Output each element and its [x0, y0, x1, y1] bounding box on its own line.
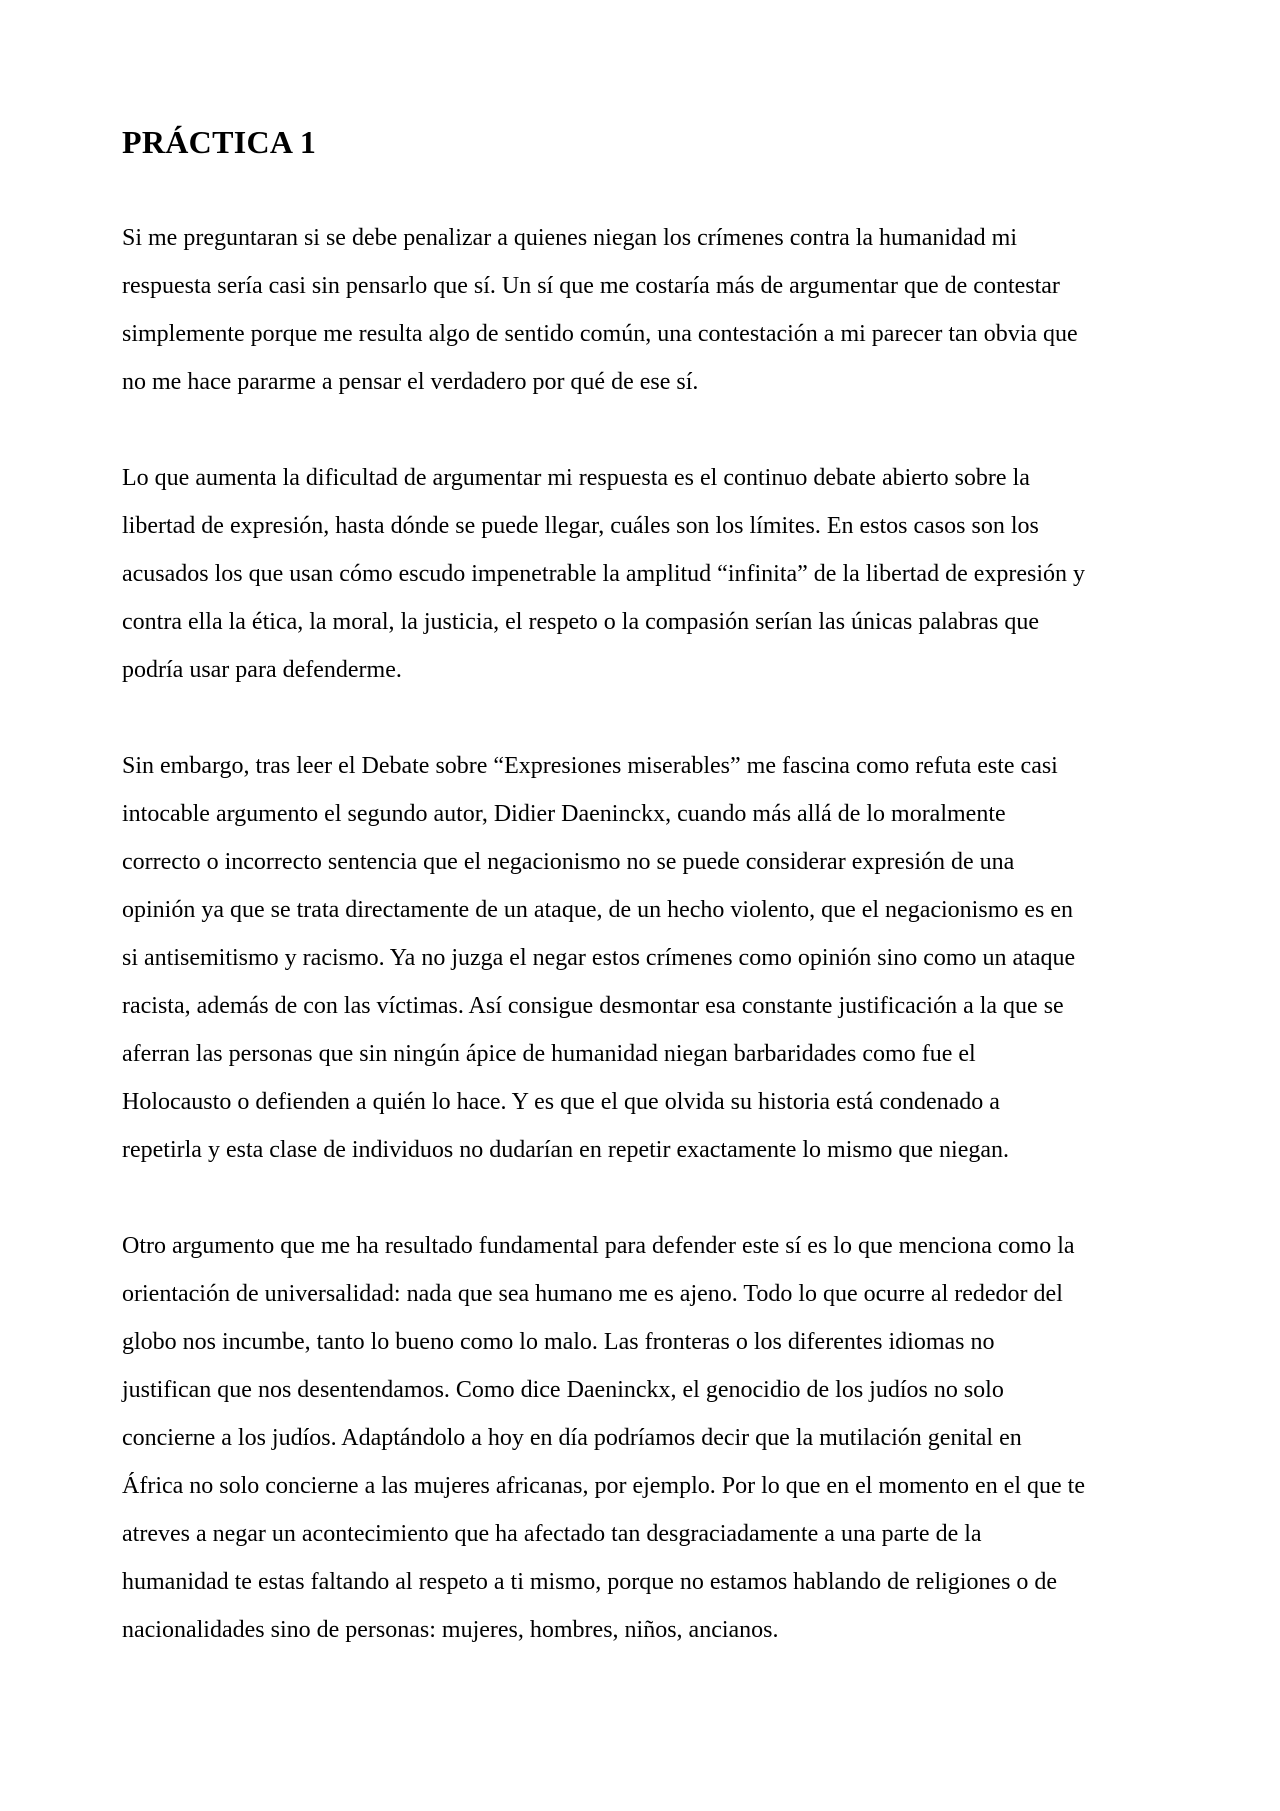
text-line: Si me preguntaran si se debe penalizar a quienes niegan los crímenes contra la humanidad mi — [122, 225, 1018, 251]
text-line: globo nos incumbe, tanto lo bueno como lo malo. Las fronteras o los diferentes idiomas no — [122, 1329, 995, 1355]
text-line: contra ella la ética, la moral, la justicia, el respeto o la compasión serían las únicas palabras que — [122, 609, 1039, 635]
text-line: intocable argumento el segundo autor, Didier Daeninckx, cuando más allá de lo moralmente — [122, 801, 1006, 827]
document-body — [122, 214, 1170, 1702]
paragraph — [122, 1222, 1170, 1654]
text-line: libertad de expresión, hasta dónde se puede llegar, cuáles son los límites. En estos casos son los — [122, 513, 1039, 539]
text-line: correcto o incorrecto sentencia que el negacionismo no se puede considerar expresión de una — [122, 849, 1015, 875]
text-line: Otro argumento que me ha resultado fundamental para defender este sí es lo que menciona como la — [122, 1233, 1075, 1259]
text-line: aferran las personas que sin ningún ápice de humanidad niegan barbaridades como fue el — [122, 1041, 976, 1067]
text-line: África no solo concierne a las mujeres africanas, por ejemplo. Por lo que en el momento en el que te — [122, 1473, 1085, 1499]
text-line: Lo que aumenta la dificultad de argumentar mi respuesta es el continuo debate abierto sobre la — [122, 465, 1030, 491]
text-line: acusados los que usan cómo escudo impenetrable la amplitud “infinita” de la libertad de expresión y — [122, 561, 1086, 587]
text-line: Holocausto o defienden a quién lo hace. Y es que el que olvida su historia está condenado a — [122, 1089, 1000, 1115]
text-line: concierne a los judíos. Adaptándolo a hoy en día podríamos decir que la mutilación genital en — [122, 1425, 1022, 1451]
text-line: atreves a negar un acontecimiento que ha afectado tan desgraciadamente a una parte de la — [122, 1521, 982, 1547]
text-line: nacionalidades sino de personas: mujeres, hombres, niños, ancianos. — [122, 1617, 779, 1643]
text-line: Sin embargo, tras leer el Debate sobre “Expresiones miserables” me fascina como refuta este casi — [122, 753, 1058, 779]
text-line: racista, además de con las víctimas. Así consigue desmontar esa constante justificación a la que se — [122, 993, 1064, 1019]
paragraph — [122, 742, 1170, 1174]
text-line: orientación de universalidad: nada que sea humano me es ajeno. Todo lo que ocurre al rededor del — [122, 1281, 1063, 1307]
text-line: opinión ya que se trata directamente de un ataque, de un hecho violento, que el negacionismo es en — [122, 897, 1073, 923]
text-line: podría usar para defenderme. — [122, 657, 402, 683]
text-line: repetirla y esta clase de individuos no dudarían en repetir exactamente lo mismo que niegan. — [122, 1137, 1010, 1163]
text-line: simplemente porque me resulta algo de sentido común, una contestación a mi parecer tan obvia que — [122, 321, 1078, 347]
text-line: si antisemitismo y racismo. Ya no juzga el negar estos crímenes como opinión sino como un ataque — [122, 945, 1076, 971]
text-line: justifican que nos desentendamos. Como dice Daeninckx, el genocidio de los judíos no solo — [122, 1377, 1004, 1403]
text-line: no me hace pararme a pensar el verdadero por qué de ese sí. — [122, 369, 699, 395]
page-title: PRÁCTICA 1 — [122, 124, 317, 160]
text-line: humanidad te estas faltando al respeto a ti mismo, porque no estamos hablando de religiones o de — [122, 1569, 1058, 1595]
paragraph — [122, 214, 1170, 406]
paragraph — [122, 454, 1170, 694]
text-line: respuesta sería casi sin pensarlo que sí. Un sí que me costaría más de argumentar que de contestar — [122, 273, 1060, 299]
